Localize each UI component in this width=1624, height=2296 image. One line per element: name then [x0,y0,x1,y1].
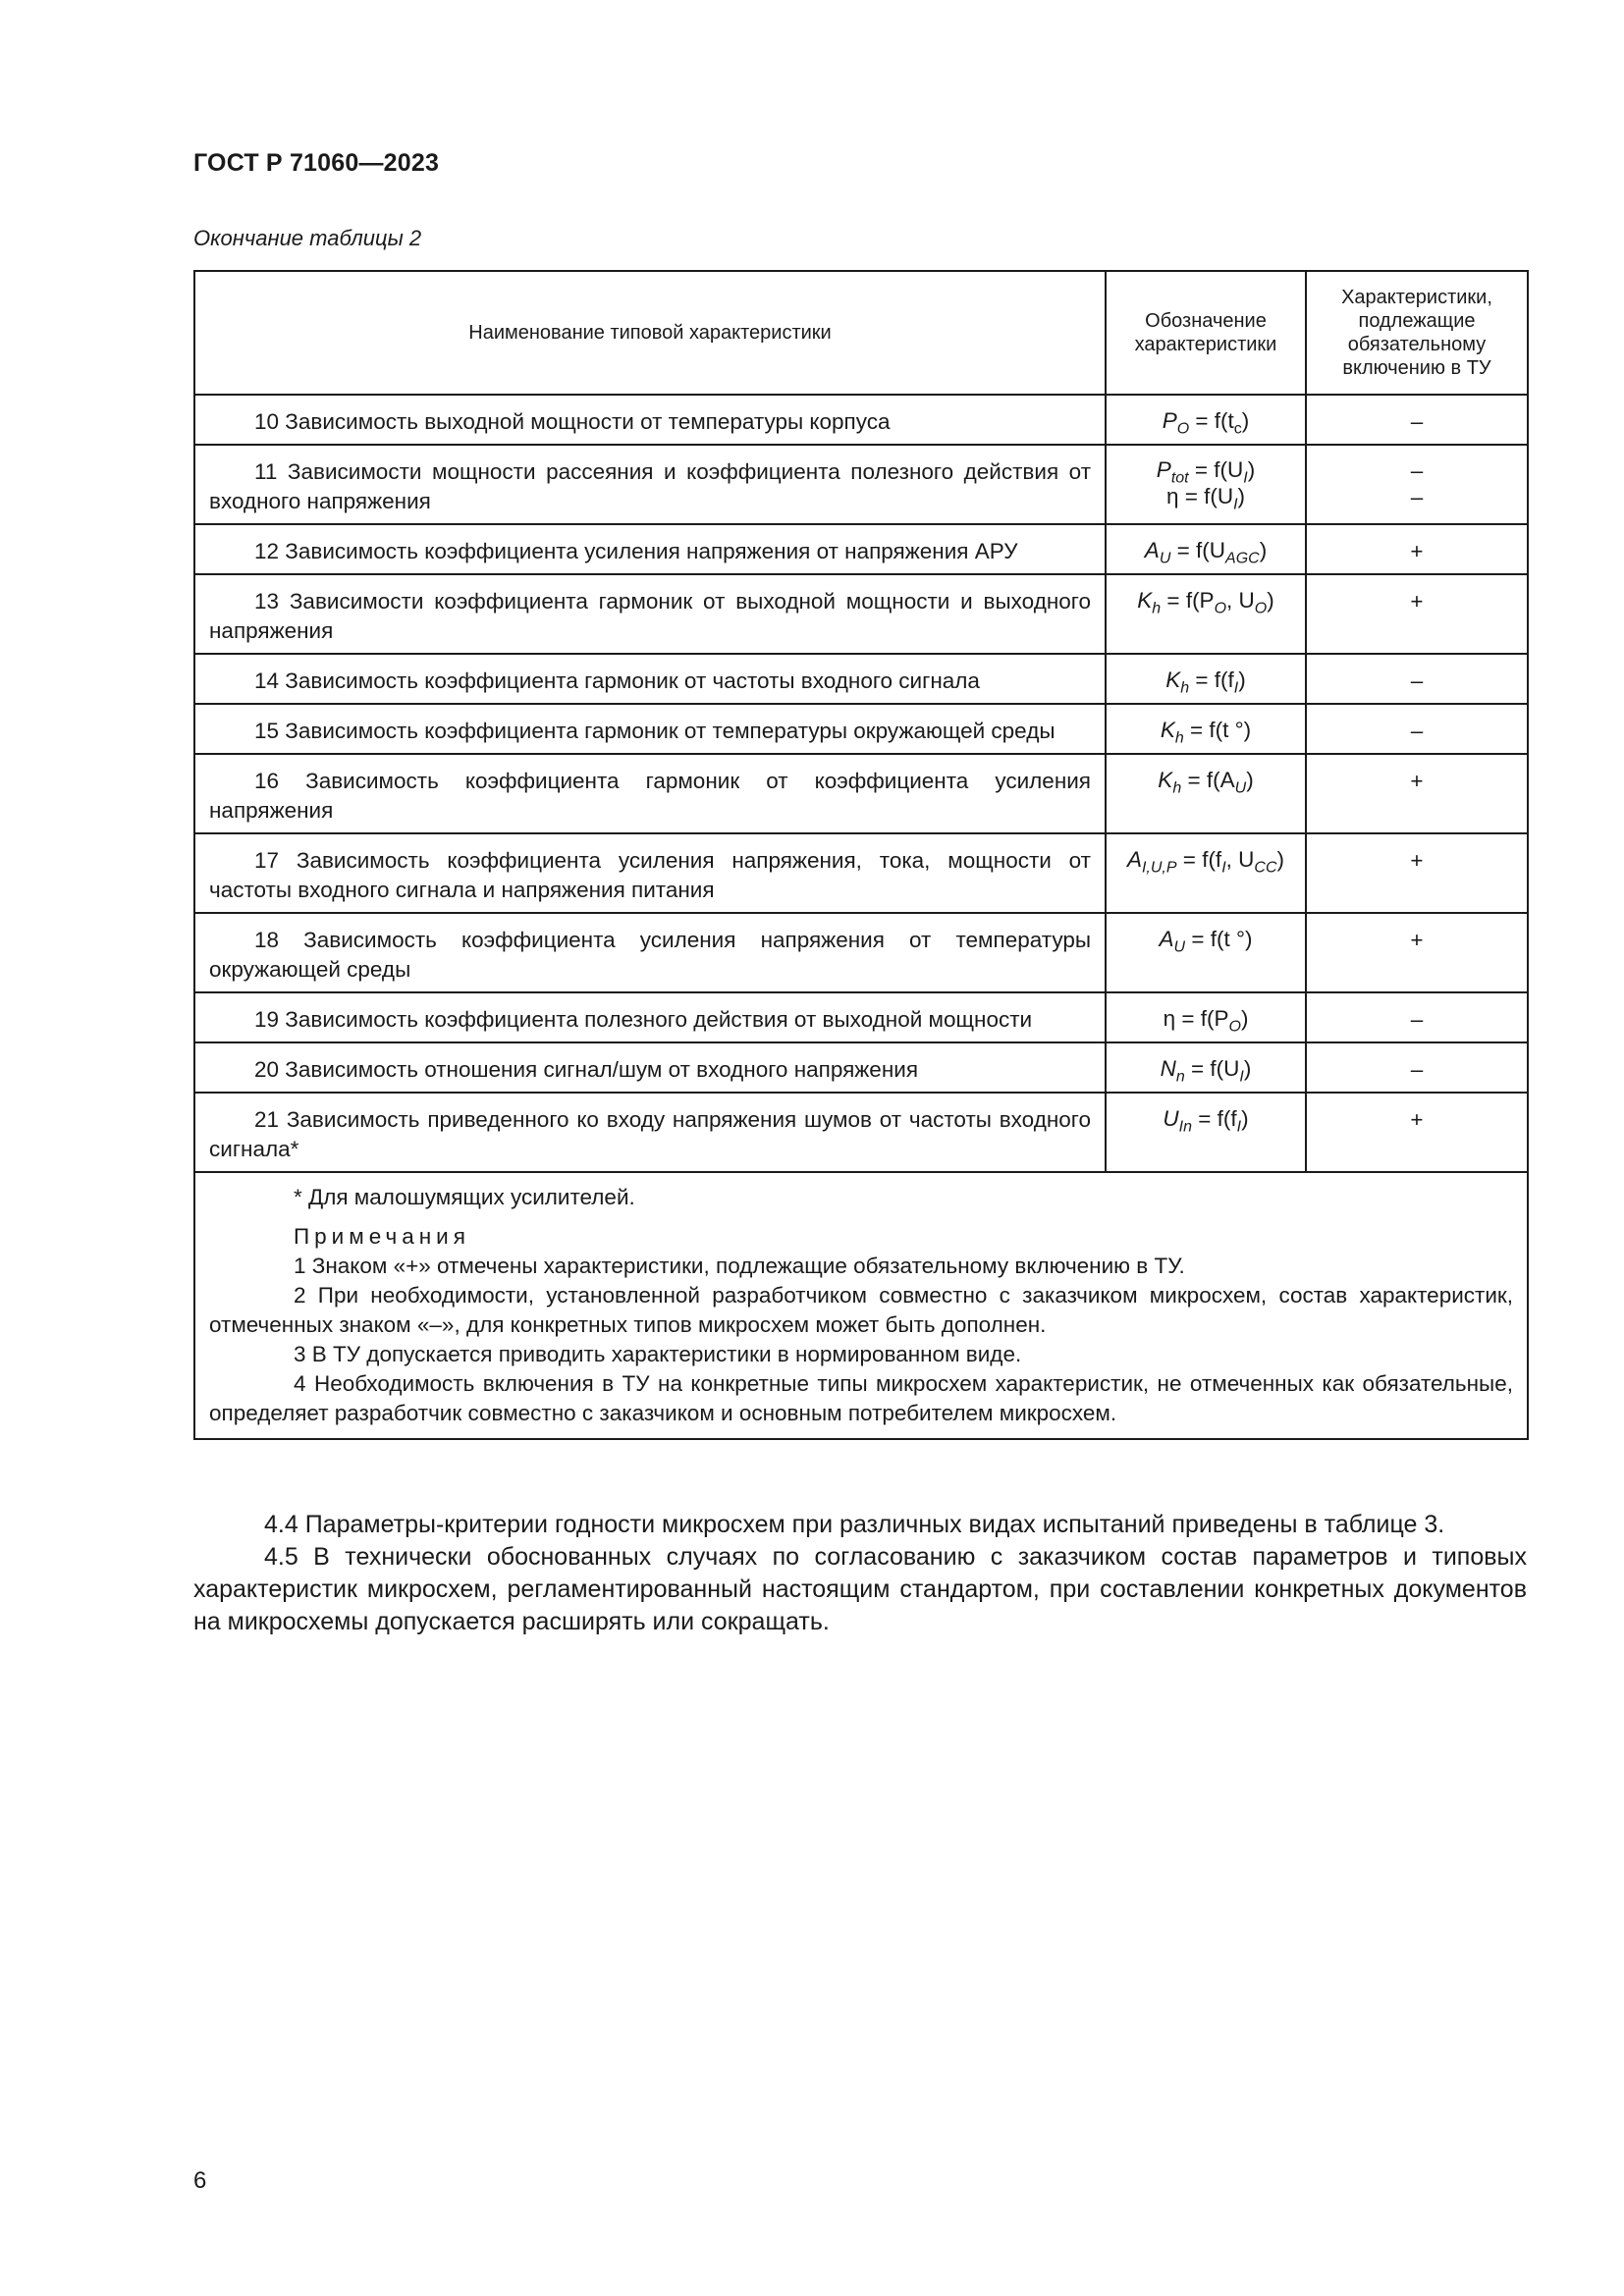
footnote: * Для малошумящих усилителей. [294,1185,635,1209]
document-header: ГОСТ Р 71060—2023 [193,149,440,177]
row-required-mark: + [1306,833,1528,913]
row-required-mark: + [1306,754,1528,833]
row-symbol: $U_{In} = f(f_I)$ [1106,1093,1306,1172]
table-notes [194,1172,1528,1439]
row-name: 11 Зависимости мощности рассеяния и коэффициента полезного действия от входного напряжения [194,445,1106,524]
table-row [194,524,1528,574]
row-required-mark: + [1306,524,1528,574]
notes-title: Примечания [294,1224,470,1249]
table-row [194,1093,1528,1172]
table-notes-row [194,1172,1528,1439]
paragraph-4-5: 4.5 В технически обоснованных случаях по согласованию с заказчиком состав параметров и типовых характеристик микросхем, регламентированный настоящим стандартом, при составлении конкретных документов на микросхемы допускается расширять или сокращать. [193,1543,1527,1635]
row-name: 12 Зависимость коэффициента усиления напряжения от напряжения АРУ [194,524,1106,574]
note-item: 3 В ТУ допускается приводить характеристики в нормированном виде. [294,1342,1022,1366]
note-item: 2 При необходимости, установленной разработчиком совместно с заказчиком микросхем, состав характеристик, отмеченных знаком «–», для конкретных типов микросхем может быть дополнен. [209,1283,1513,1337]
row-name: 17 Зависимость коэффициента усиления напряжения, тока, мощности от частоты входного сигнала и напряжения питания [194,833,1106,913]
row-symbol: $K_h = f(A_U)$ [1106,754,1306,833]
table-header-row [194,271,1528,395]
paragraph-4-4: 4.4 Параметры-критерии годности микросхем при различных видах испытаний приведены в таблице 3. [264,1511,1445,1538]
row-required-mark: – [1306,395,1528,445]
row-required-mark: – [1306,992,1528,1042]
table-row [194,913,1528,992]
row-name: 15 Зависимость коэффициента гармоник от температуры окружающей среды [194,704,1106,754]
table-caption: Окончание таблицы 2 [193,226,422,250]
row-name: 18 Зависимость коэффициента усиления напряжения от температуры окружающей среды [194,913,1106,992]
row-required-mark: – [1306,1042,1528,1093]
row-symbol: $\eta = f(P_O)$ [1106,992,1306,1042]
table-row [194,395,1528,445]
row-name: 16 Зависимость коэффициента гармоник от коэффициента усиления напряжения [194,754,1106,833]
table-row [194,704,1528,754]
row-symbol: $K_h = f(f_I)$ [1106,654,1306,704]
row-name: 21 Зависимость приведенного ко входу напряжения шумов от частоты входного сигнала* [194,1093,1106,1172]
column-header-symbol: Обозначение характеристики [1106,271,1306,395]
row-symbol: $N_n = f(U_I)$ [1106,1042,1306,1093]
table-row [194,1042,1528,1093]
table-row [194,574,1528,654]
row-name: 10 Зависимость выходной мощности от температуры корпуса [194,395,1106,445]
row-required-mark: + [1306,913,1528,992]
row-symbol: $A_U = f(t$ °) [1106,913,1306,992]
row-required-mark: + [1306,574,1528,654]
row-name: 20 Зависимость отношения сигнал/шум от входного напряжения [194,1042,1106,1093]
row-required-mark: + [1306,1093,1528,1172]
table-row [194,833,1528,913]
characteristics-table [193,270,1529,1440]
table-row [194,445,1528,524]
row-required-mark: – – [1306,445,1528,524]
row-symbol: $A_{I,U,P} = f(f_I$, $U_{CC}$) [1106,833,1306,913]
note-item: 4 Необходимость включения в ТУ на конкретные типы микросхем характеристик, не отмеченных как обязательные, определяет разработчик совместно с заказчиком и основным потребителем микросхем. [209,1371,1513,1425]
table-row [194,754,1528,833]
row-symbol: $K_h = f(t$ °) [1106,704,1306,754]
row-symbol: $K_h = f(P_O$, $U_O$) [1106,574,1306,654]
column-header-required: Характеристики, подлежащие обязательному включению в ТУ [1306,271,1528,395]
row-name: 14 Зависимость коэффициента гармоник от частоты входного сигнала [194,654,1106,704]
page-number: 6 [193,2167,207,2194]
row-required-mark: – [1306,704,1528,754]
row-symbol: $P_O = f(t_c)$ [1106,395,1306,445]
row-required-mark: – [1306,654,1528,704]
table-row [194,654,1528,704]
row-symbol: $A_U = f(U_{AGC})$ [1106,524,1306,574]
row-symbol: $P_{tot} = f(U_I)$ $\eta = f(U_I)$ [1106,445,1306,524]
body-text [193,1509,1527,1638]
column-header-name: Наименование типовой характеристики [194,271,1106,395]
row-name: 19 Зависимость коэффициента полезного действия от выходной мощности [194,992,1106,1042]
row-name: 13 Зависимости коэффициента гармоник от выходной мощности и выходного напряжения [194,574,1106,654]
table-row [194,992,1528,1042]
note-item: 1 Знаком «+» отмечены характеристики, подлежащие обязательному включению в ТУ. [294,1254,1185,1278]
